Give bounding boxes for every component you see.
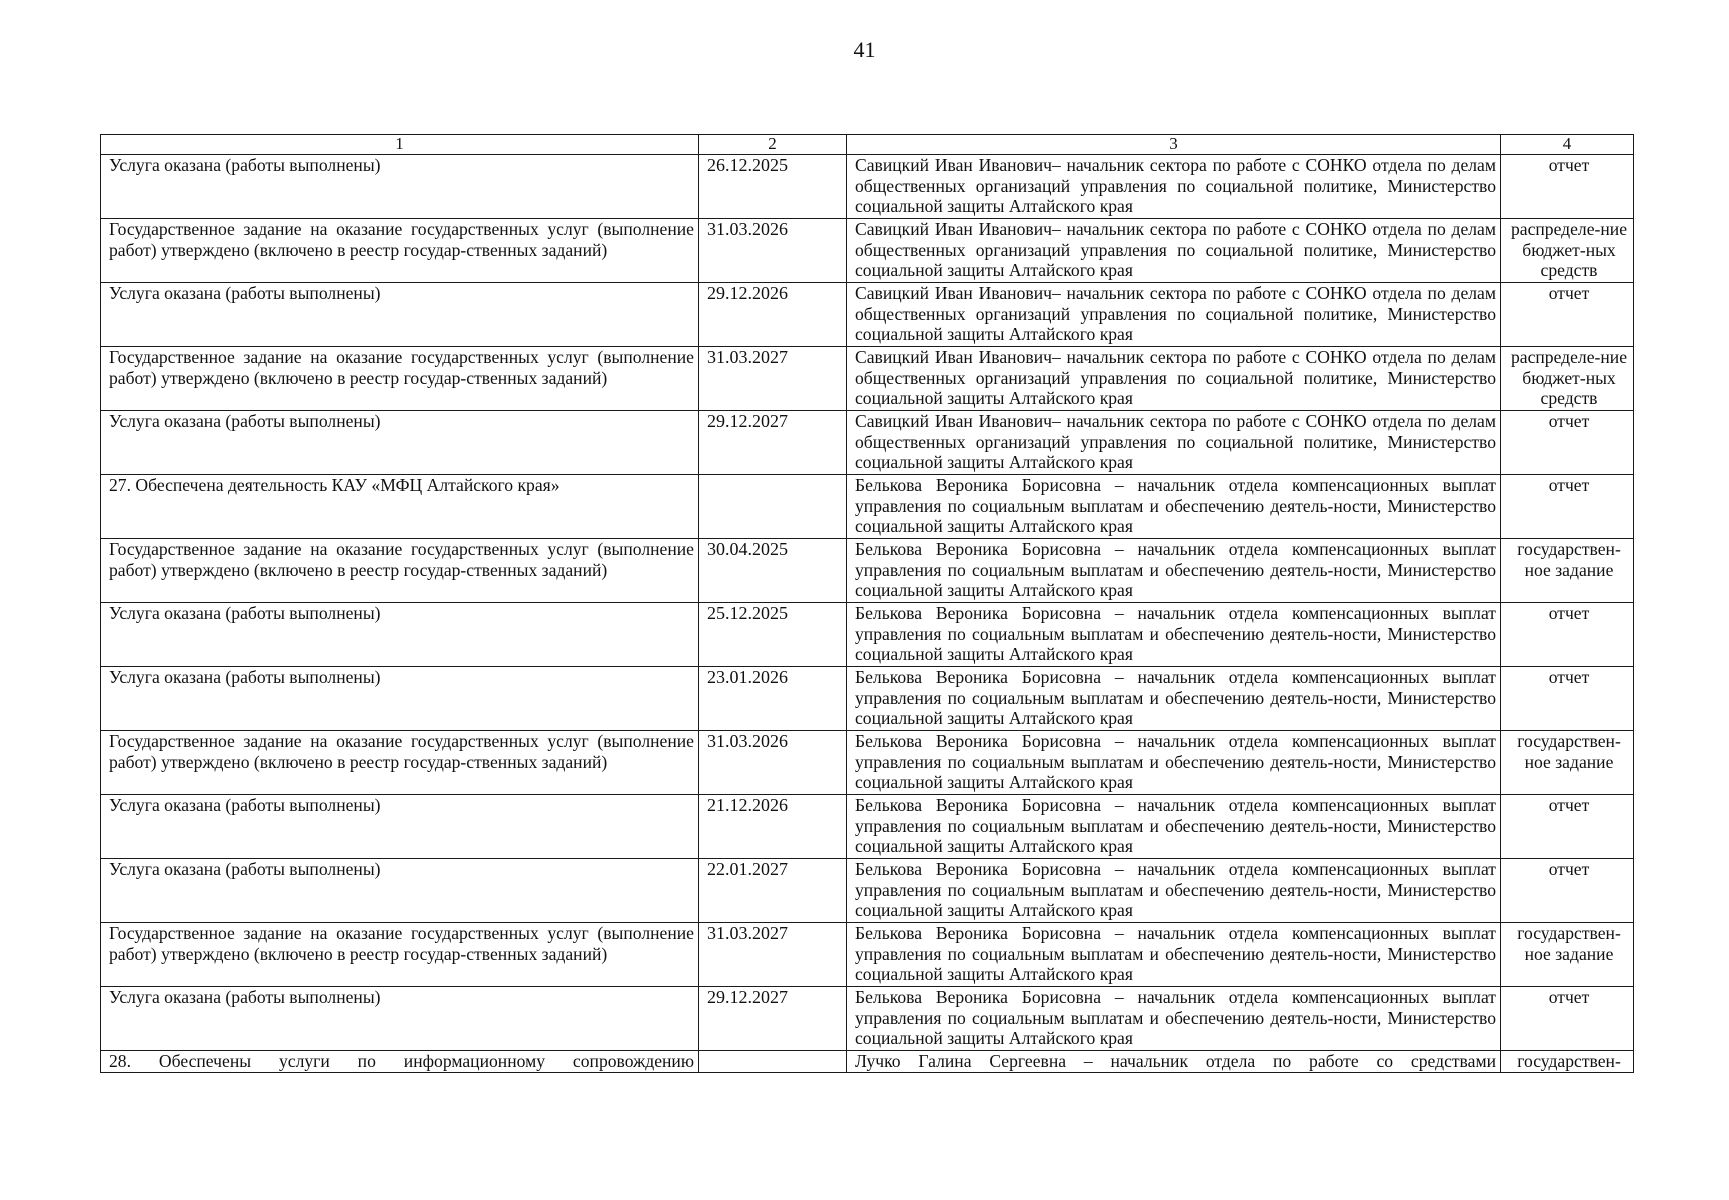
table-body [101, 155, 1634, 1073]
cell-responsible: Савицкий Иван Иванович– начальник сектора по работе с СОНКО отдела по делам общественных организаций управления по социальной политике, Министерство социальной защиты Алтайского края [847, 411, 1501, 475]
table-row [101, 347, 1634, 411]
cell-document: государствен-ное задание [1501, 731, 1634, 795]
cell-document: государствен-ное задание [1501, 923, 1634, 987]
cell-responsible: Лучко Галина Сергеевна – начальник отдела по работе со средствами [847, 1051, 1501, 1073]
cell-date: 30.04.2025 [699, 539, 847, 603]
cell-date: 31.03.2026 [699, 219, 847, 283]
cell-document: отчет [1501, 155, 1634, 219]
table-row [101, 603, 1634, 667]
cell-responsible: Белькова Вероника Борисовна – начальник отдела компенсационных выплат управления по социальным выплатам и обеспечению деятель-ности, Министерство социальной защиты Алтайского края [847, 667, 1501, 731]
cell-stage: Государственное задание на оказание государственных услуг (выполнение работ) утверждено (включено в реестр государ-ственных заданий) [101, 923, 699, 987]
cell-document: государствен- [1501, 1051, 1634, 1073]
cell-responsible: Савицкий Иван Иванович– начальник сектора по работе с СОНКО отдела по делам общественных организаций управления по социальной политике, Министерство социальной защиты Алтайского края [847, 155, 1501, 219]
cell-responsible: Белькова Вероника Борисовна – начальник отдела компенсационных выплат управления по социальным выплатам и обеспечению деятель-ности, Министерство социальной защиты Алтайского края [847, 475, 1501, 539]
cell-responsible: Белькова Вероника Борисовна – начальник отдела компенсационных выплат управления по социальным выплатам и обеспечению деятель-ности, Министерство социальной защиты Алтайского края [847, 987, 1501, 1051]
cell-date: 31.03.2027 [699, 923, 847, 987]
table-row [101, 859, 1634, 923]
cell-document: распределе-ние бюджет-ных средств [1501, 219, 1634, 283]
cell-responsible: Савицкий Иван Иванович– начальник сектора по работе с СОНКО отдела по делам общественных организаций управления по социальной политике, Министерство социальной защиты Алтайского края [847, 347, 1501, 411]
cell-responsible: Савицкий Иван Иванович– начальник сектора по работе с СОНКО отдела по делам общественных организаций управления по социальной политике, Министерство социальной защиты Алтайского края [847, 283, 1501, 347]
cell-date: 22.01.2027 [699, 859, 847, 923]
document-table [100, 134, 1634, 1073]
table-row [101, 731, 1634, 795]
cell-document: отчет [1501, 987, 1634, 1051]
cell-date: 23.01.2026 [699, 667, 847, 731]
header-row [101, 135, 1634, 155]
cell-date: 29.12.2027 [699, 987, 847, 1051]
cell-stage: Государственное задание на оказание государственных услуг (выполнение работ) утверждено (включено в реестр государ-ственных заданий) [101, 347, 699, 411]
table-row [101, 155, 1634, 219]
table-row [101, 411, 1634, 475]
cell-document: отчет [1501, 475, 1634, 539]
table-row [101, 1051, 1634, 1073]
header-col-4: 4 [1501, 135, 1634, 155]
cell-responsible: Белькова Вероника Борисовна – начальник отдела компенсационных выплат управления по социальным выплатам и обеспечению деятель-ности, Министерство социальной защиты Алтайского края [847, 859, 1501, 923]
cell-document: отчет [1501, 283, 1634, 347]
cell-document: государствен-ное задание [1501, 539, 1634, 603]
cell-document: отчет [1501, 603, 1634, 667]
cell-document: отчет [1501, 859, 1634, 923]
table-row [101, 283, 1634, 347]
cell-stage: Услуга оказана (работы выполнены) [101, 667, 699, 731]
cell-stage: Услуга оказана (работы выполнены) [101, 795, 699, 859]
cell-date [699, 475, 847, 539]
header-col-3: 3 [847, 135, 1501, 155]
cell-date [699, 1051, 847, 1073]
cell-responsible: Белькова Вероника Борисовна – начальник отдела компенсационных выплат управления по социальным выплатам и обеспечению деятель-ности, Министерство социальной защиты Алтайского края [847, 731, 1501, 795]
table-header [101, 135, 1634, 155]
table-row [101, 219, 1634, 283]
cell-stage: Государственное задание на оказание государственных услуг (выполнение работ) утверждено (включено в реестр государ-ственных заданий) [101, 539, 699, 603]
table-row [101, 539, 1634, 603]
cell-document: отчет [1501, 795, 1634, 859]
cell-stage: Услуга оказана (работы выполнены) [101, 283, 699, 347]
cell-document: отчет [1501, 667, 1634, 731]
table-row [101, 795, 1634, 859]
cell-date: 26.12.2025 [699, 155, 847, 219]
cell-date: 21.12.2026 [699, 795, 847, 859]
cell-date: 31.03.2027 [699, 347, 847, 411]
header-col-1: 1 [101, 135, 699, 155]
table-row [101, 987, 1634, 1051]
cell-stage: Услуга оказана (работы выполнены) [101, 411, 699, 475]
cell-date: 25.12.2025 [699, 603, 847, 667]
cell-date: 29.12.2027 [699, 411, 847, 475]
cell-responsible: Белькова Вероника Борисовна – начальник отдела компенсационных выплат управления по социальным выплатам и обеспечению деятель-ности, Министерство социальной защиты Алтайского края [847, 603, 1501, 667]
table-row [101, 667, 1634, 731]
cell-responsible: Белькова Вероника Борисовна – начальник отдела компенсационных выплат управления по социальным выплатам и обеспечению деятель-ности, Министерство социальной защиты Алтайского края [847, 923, 1501, 987]
cell-stage: 27. Обеспечена деятельность КАУ «МФЦ Алтайского края» [101, 475, 699, 539]
cell-responsible: Белькова Вероника Борисовна – начальник отдела компенсационных выплат управления по социальным выплатам и обеспечению деятель-ности, Министерство социальной защиты Алтайского края [847, 795, 1501, 859]
table-row [101, 923, 1634, 987]
cell-stage: Государственное задание на оказание государственных услуг (выполнение работ) утверждено (включено в реестр государ-ственных заданий) [101, 219, 699, 283]
cell-date: 31.03.2026 [699, 731, 847, 795]
cell-date: 29.12.2026 [699, 283, 847, 347]
cell-stage: Услуга оказана (работы выполнены) [101, 987, 699, 1051]
cell-document: распределе-ние бюджет-ных средств [1501, 347, 1634, 411]
table-row [101, 475, 1634, 539]
cell-stage: Услуга оказана (работы выполнены) [101, 155, 699, 219]
cell-stage: Государственное задание на оказание государственных услуг (выполнение работ) утверждено (включено в реестр государ-ственных заданий) [101, 731, 699, 795]
cell-stage: Услуга оказана (работы выполнены) [101, 859, 699, 923]
header-col-2: 2 [699, 135, 847, 155]
cell-stage: Услуга оказана (работы выполнены) [101, 603, 699, 667]
cell-document: отчет [1501, 411, 1634, 475]
cell-responsible: Белькова Вероника Борисовна – начальник отдела компенсационных выплат управления по социальным выплатам и обеспечению деятель-ности, Министерство социальной защиты Алтайского края [847, 539, 1501, 603]
cell-stage: 28. Обеспечены услуги по информационному сопровождению [101, 1051, 699, 1073]
page-number: 41 [853, 37, 876, 62]
cell-responsible: Савицкий Иван Иванович– начальник сектора по работе с СОНКО отдела по делам общественных организаций управления по социальной политике, Министерство социальной защиты Алтайского края [847, 219, 1501, 283]
